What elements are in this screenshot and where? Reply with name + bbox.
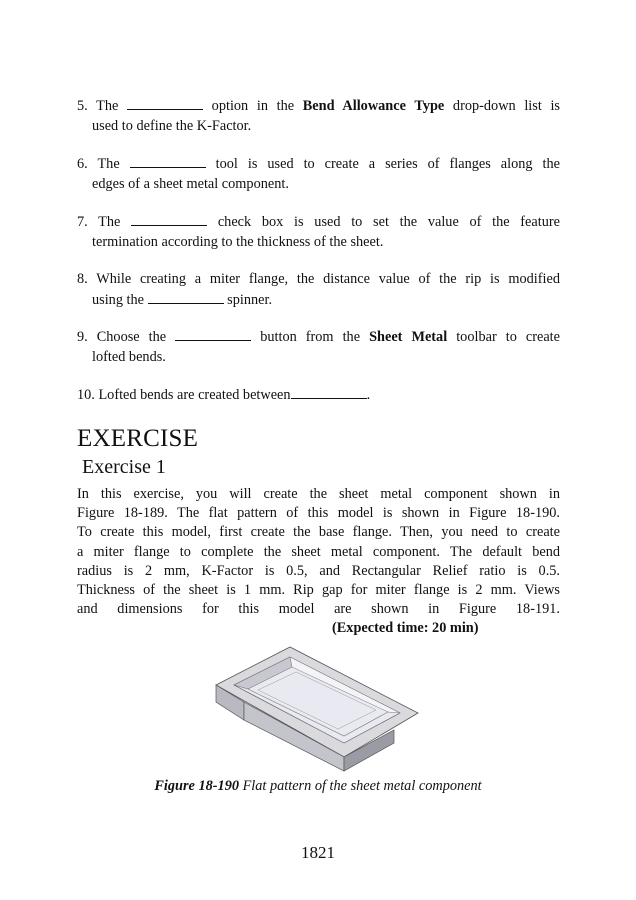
answer-blank — [175, 327, 251, 341]
question-8: 8. While creating a miter flange, the distance value of the rip is modified using the spinner. — [77, 271, 560, 308]
figure-caption: Figure 18-190 Flat pattern of the sheet metal component — [154, 778, 482, 794]
question-6: 6. The tool is used to create a series of flanges along the edges of a sheet metal component. — [77, 156, 560, 192]
exercise-heading: EXERCISE — [77, 425, 199, 452]
answer-blank — [127, 96, 203, 110]
question-10: 10. Lofted bends are created between . — [77, 387, 371, 403]
expected-time: (Expected time: 20 min) — [332, 620, 479, 637]
exercise-subheading: Exercise 1 — [82, 456, 166, 478]
exercise-paragraph: In this exercise, you will create the sheet metal component shown in Figure 18-189. The flat pattern of this model is shown in Figure 18-190. To create this model, first create the base flange. Then, you need to create a miter flange to complete the sheet metal component. The default bend radius is 2 mm, K-Factor is 0.5, and Rectangular Relief ratio is 0.5. Thickness of the sheet is 1 mm. Rip gap for miter flange is 2 mm. Views and dimensions for this model are shown in Figure 18-191. (Expected time: 20 min) — [77, 485, 560, 639]
question-9: 9. Choose the button from the Sheet Metal toolbar to create lofted bends. — [77, 329, 560, 365]
answer-blank — [148, 290, 224, 304]
question-5: 5. The option in the Bend Allowance Type drop-down list is used to define the K-Factor. — [77, 98, 561, 134]
page-number: 1821 — [301, 843, 335, 862]
question-7: 7. The check box is used to set the value of the feature termination according to the thickness of the sheet. — [77, 214, 560, 250]
answer-blank — [291, 385, 367, 399]
flat-pattern-figure — [212, 640, 422, 775]
answer-blank — [131, 212, 207, 226]
answer-blank — [130, 154, 206, 168]
